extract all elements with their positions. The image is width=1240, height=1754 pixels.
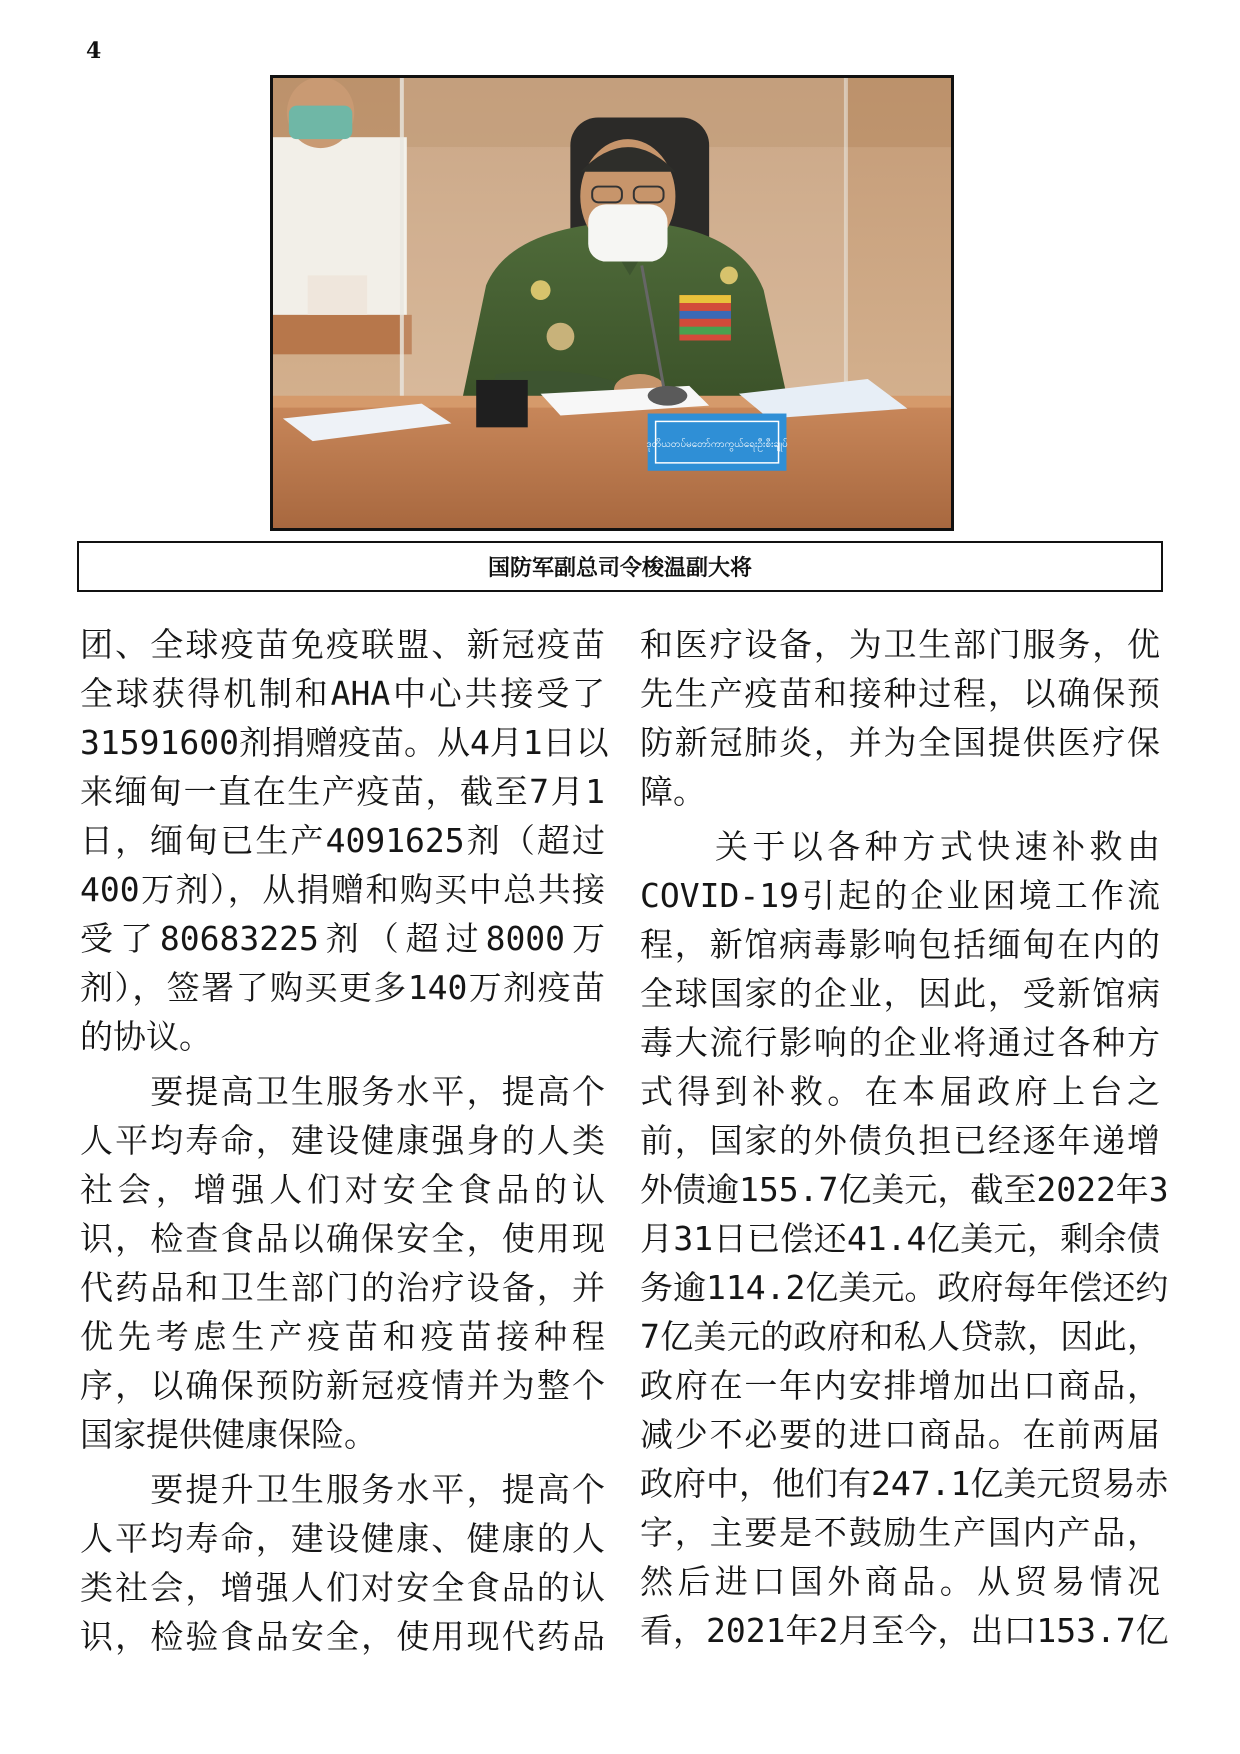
text-line: 的协议。 [80, 1017, 212, 1056]
right-column [640, 620, 1169, 1661]
photo-caption-text: 国防军副总司令梭温副大将 [487, 556, 752, 581]
text-line: 国家提供健康保险。 [80, 1415, 377, 1454]
text-line: 社会，增强人们对安全食品的认 [80, 1170, 605, 1209]
text-line: 看，2021年2月至今，出口153.7亿 [640, 1611, 1169, 1650]
text-line: 前，国家的外债负担已经逐年递增 [640, 1121, 1160, 1160]
text-line: 障。 [640, 772, 706, 811]
text-line: 式得到补救。在本届政府上台之 [640, 1072, 1160, 1111]
text-line: 先生产疫苗和接种过程，以确保预 [640, 674, 1160, 713]
text-line: 400万剂），从捐赠和购买中总共接 [80, 870, 605, 909]
text-line: 政府中，他们有247.1亿美元贸易赤 [640, 1464, 1169, 1503]
text-line: 团、全球疫苗免疫联盟、新冠疫苗 [80, 625, 605, 664]
paragraph [640, 822, 1169, 1655]
text-line: 月31日已偿还41.4亿美元，剩余债 [640, 1219, 1160, 1258]
text-line: 日，缅甸已生产4091625剂（超过 [80, 821, 605, 860]
text-line: 人平均寿命，建设健康、健康的人 [80, 1519, 605, 1558]
text-line: 政府在一年内安排增加出口商品， [640, 1366, 1160, 1405]
text-line: 务逾114.2亿美元。政府每年偿还约 [640, 1268, 1169, 1307]
text-line: 优先考虑生产疫苗和疫苗接种程 [80, 1317, 605, 1356]
photo-illustration [273, 78, 951, 528]
text-line: 来缅甸一直在生产疫苗，截至7月1 [80, 772, 605, 811]
text-line: COVID-19引起的企业困境工作流 [640, 876, 1160, 915]
text-line: 受了80683225剂（超过8000万 [80, 919, 605, 958]
text-line: 31591600剂捐赠疫苗。从4月1日以 [80, 723, 609, 762]
text-line: 程，新馆病毒影响包括缅甸在内的 [640, 925, 1160, 964]
text-line: 序，以确保预防新冠疫情并为整个 [80, 1366, 605, 1405]
text-line: 类社会，增强人们对安全食品的认 [80, 1568, 605, 1607]
text-line: 字，主要是不鼓励生产国内产品， [640, 1513, 1160, 1552]
text-line: 代药品和卫生部门的治疗设备，并 [80, 1268, 605, 1307]
paragraph [80, 1465, 605, 1661]
text-line: 识，检查食品以确保安全，使用现 [80, 1219, 605, 1258]
paragraph [80, 620, 609, 1061]
text-line: 防新冠肺炎，并为全国提供医疗保 [640, 723, 1160, 762]
text-line: 外债逾155.7亿美元，截至2022年3 [640, 1170, 1169, 1209]
text-line: 剂），签署了购买更多140万剂疫苗 [80, 968, 605, 1007]
photo-caption [77, 541, 1163, 592]
text-line: 然后进口国外商品。从贸易情况 [640, 1562, 1160, 1601]
text-line: 7亿美元的政府和私人贷款，因此， [640, 1317, 1160, 1356]
text-line: 要提升卫生服务水平，提高个 [80, 1470, 605, 1509]
text-line: 毒大流行影响的企业将通过各种方 [640, 1023, 1160, 1062]
text-line: 减少不必要的进口商品。在前两届 [640, 1415, 1160, 1454]
text-line: 全球获得机制和AHA中心共接受了 [80, 674, 605, 713]
nameplate-text: ဒုတိယတပ်မတော်ကာကွယ်ရေးဦးစီးချုပ် [646, 439, 788, 451]
text-line: 全球国家的企业，因此，受新馆病 [640, 974, 1160, 1013]
text-line: 人平均寿命，建设健康强身的人类 [80, 1121, 605, 1160]
paragraph [80, 1067, 605, 1459]
official-photo [270, 75, 954, 531]
text-line: 要提高卫生服务水平，提高个 [80, 1072, 605, 1111]
text-line: 关于以各种方式快速补救由 [640, 827, 1160, 866]
text-line: 和医疗设备，为卫生部门服务，优 [640, 625, 1160, 664]
paragraph [640, 620, 1160, 816]
left-column [80, 620, 609, 1667]
text-line: 识，检验食品安全，使用现代药品 [80, 1617, 605, 1656]
page-number: 4 [86, 38, 102, 64]
